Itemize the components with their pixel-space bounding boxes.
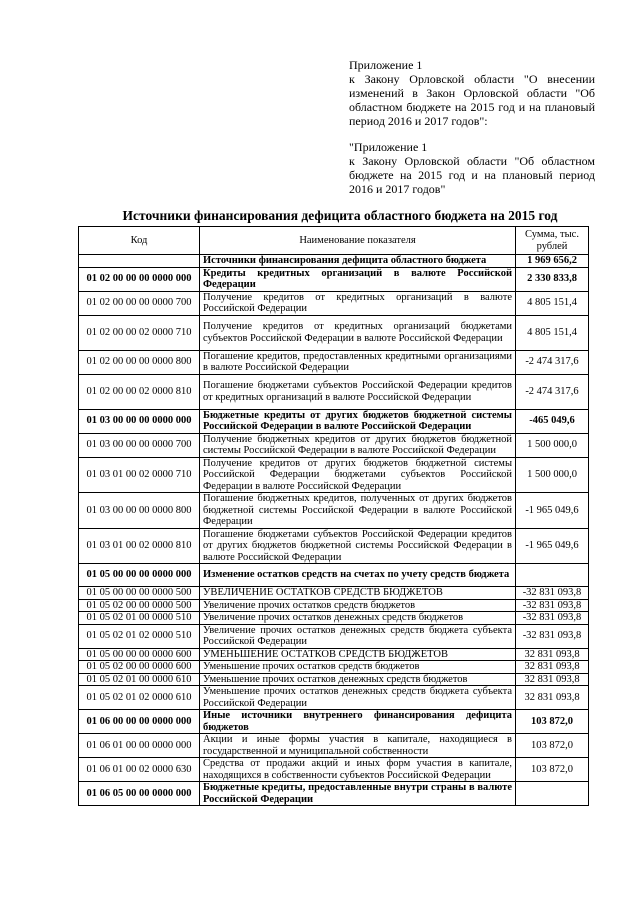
table-row: [79, 255, 589, 268]
row-name: Средства от продажи акций и иных форм участия в капитале, находящихся в собственности субъектов Российской Федерации: [200, 758, 516, 782]
row-amount: -1 965 049,6: [516, 528, 589, 564]
row-name: Увеличение прочих остатков средств бюджетов: [200, 599, 516, 612]
table-row: [79, 528, 589, 564]
row-name: Погашение бюджетами субъектов Российской Федерации кредитов от кредитных организаций в валюте Российской Федерации: [200, 374, 516, 409]
row-code: 01 02 00 00 00 0000 700: [79, 291, 200, 315]
table-header-row: [79, 227, 589, 255]
row-amount: 32 831 093,8: [516, 673, 589, 686]
row-amount: -32 831 093,8: [516, 599, 589, 612]
table-row: [79, 587, 589, 600]
row-code: 01 02 00 00 02 0000 710: [79, 315, 200, 350]
row-code: 01 06 01 00 02 0000 630: [79, 758, 200, 782]
table-row: [79, 493, 589, 529]
row-name: Погашение бюджетных кредитов, полученных от других бюджетов бюджетной системы Российской Федерации в валюте Российской Федерации: [200, 493, 516, 529]
row-amount: 1 500 000,0: [516, 457, 589, 493]
row-name: Погашение кредитов, предоставленных кредитными организациями в валюте Российской Федерации: [200, 350, 516, 374]
appendix-2-block: [349, 140, 595, 196]
row-name: Погашение бюджетами субъектов Российской Федерации кредитов от других бюджетов бюджетной системы Российской Федерации в валюте Российской Федерации: [200, 528, 516, 564]
row-amount: 4 805 151,4: [516, 291, 589, 315]
table-row: [79, 564, 589, 587]
row-code: 01 06 01 00 00 0000 000: [79, 734, 200, 758]
table-row: [79, 686, 589, 710]
row-amount: 32 831 093,8: [516, 648, 589, 661]
row-name: Акции и иные формы участия в капитале, находящиеся в государственной и муниципальной собственности: [200, 734, 516, 758]
row-name: Получение кредитов от кредитных организаций бюджетами субъектов Российской Федерации в валюте Российской Федерации: [200, 315, 516, 350]
table-row: [79, 710, 589, 734]
table-row: [79, 734, 589, 758]
table-row: [79, 433, 589, 457]
row-code: 01 05 02 01 00 0000 510: [79, 612, 200, 625]
appendix-1-text: к Закону Орловской области "О внесении изменений в Закон Орловской области "Об областном бюджете на 2015 год и на плановый период 2016 и 2017 годов":: [349, 72, 595, 128]
table-row: [79, 661, 589, 674]
row-amount: 32 831 093,8: [516, 686, 589, 710]
row-code: 01 03 01 00 02 0000 710: [79, 457, 200, 493]
row-name: Уменьшение прочих остатков денежных средств бюджетов: [200, 673, 516, 686]
table-row: [79, 457, 589, 493]
row-name: Получение бюджетных кредитов от других бюджетов бюджетной системы Российской Федерации в валюте Российской Федерации: [200, 433, 516, 457]
row-amount: 103 872,0: [516, 710, 589, 734]
row-name: Уменьшение прочих остатков средств бюджетов: [200, 661, 516, 674]
row-name: Иные источники внутреннего финансирования дефицита бюджетов: [200, 710, 516, 734]
row-name: УВЕЛИЧЕНИЕ ОСТАТКОВ СРЕДСТВ БЮДЖЕТОВ: [200, 587, 516, 600]
row-code: 01 06 00 00 00 0000 000: [79, 710, 200, 734]
row-amount: -32 831 093,8: [516, 587, 589, 600]
appendix-2-text: к Закону Орловской области "Об областном бюджете на 2015 год и на плановый период 2016 и 2017 годов": [349, 154, 595, 196]
table-row: [79, 599, 589, 612]
row-amount: 103 872,0: [516, 758, 589, 782]
row-code: 01 03 01 00 02 0000 810: [79, 528, 200, 564]
row-code: 01 05 00 00 00 0000 500: [79, 587, 200, 600]
row-code: 01 05 02 01 00 0000 610: [79, 673, 200, 686]
row-amount: 1 500 000,0: [516, 433, 589, 457]
row-name: Увеличение прочих остатков денежных средств бюджетов: [200, 612, 516, 625]
document-title: Источники финансирования дефицита областного бюджета на 2015 год: [122, 208, 558, 223]
row-name: Бюджетные кредиты, предоставленные внутри страны в валюте Российской Федерации: [200, 782, 516, 806]
table-row: [79, 673, 589, 686]
row-code: 01 06 05 00 00 0000 000: [79, 782, 200, 806]
table-row: [79, 758, 589, 782]
row-code: 01 02 00 00 00 0000 000: [79, 267, 200, 291]
financing-sources-table: [78, 226, 589, 806]
row-amount: 32 831 093,8: [516, 661, 589, 674]
row-name: Уменьшение прочих остатков денежных средств бюджета субъекта Российской Федерации: [200, 686, 516, 710]
table-row: [79, 624, 589, 648]
row-amount: [516, 782, 589, 806]
row-amount: -32 831 093,8: [516, 612, 589, 625]
row-code: [79, 255, 200, 268]
row-amount: 103 872,0: [516, 734, 589, 758]
row-amount: -465 049,6: [516, 409, 589, 433]
row-code: 01 05 02 01 02 0000 510: [79, 624, 200, 648]
row-amount: [516, 564, 589, 587]
row-amount: -1 965 049,6: [516, 493, 589, 529]
row-code: 01 05 02 00 00 0000 500: [79, 599, 200, 612]
row-code: 01 05 02 01 02 0000 610: [79, 686, 200, 710]
table-row: [79, 267, 589, 291]
row-name: Получение кредитов от других бюджетов бюджетной системы Российской Федерации бюджетами субъектов Российской Федерации в валюте Российской Федерации: [200, 457, 516, 493]
row-code: 01 03 00 00 00 0000 700: [79, 433, 200, 457]
row-code: 01 02 00 00 02 0000 810: [79, 374, 200, 409]
row-amount: 1 969 656,2: [516, 255, 589, 268]
row-code: 01 05 00 00 00 0000 000: [79, 564, 200, 587]
row-code: 01 02 00 00 00 0000 800: [79, 350, 200, 374]
row-name: Получение кредитов от кредитных организаций в валюте Российской Федерации: [200, 291, 516, 315]
table-row: [79, 648, 589, 661]
row-amount: 4 805 151,4: [516, 315, 589, 350]
row-name: Бюджетные кредиты от других бюджетов бюджетной системы Российской Федерации в валюте Российской Федерации: [200, 409, 516, 433]
appendix-1-block: [349, 58, 595, 128]
row-name: УМЕНЬШЕНИЕ ОСТАТКОВ СРЕДСТВ БЮДЖЕТОВ: [200, 648, 516, 661]
row-name: Изменение остатков средств на счетах по учету средств бюджета: [200, 564, 516, 587]
row-code: 01 05 00 00 00 0000 600: [79, 648, 200, 661]
header-amount: Сумма, тыс. рублей: [516, 227, 589, 255]
row-name: Кредиты кредитных организаций в валюте Российской Федерации: [200, 267, 516, 291]
table-row: [79, 612, 589, 625]
row-code: 01 03 00 00 00 0000 000: [79, 409, 200, 433]
table-row: [79, 409, 589, 433]
header-code: Код: [79, 227, 200, 255]
row-name: Источники финансирования дефицита областного бюджета: [200, 255, 516, 268]
table-row: [79, 350, 589, 374]
header-name: Наименование показателя: [200, 227, 516, 255]
table-row: [79, 315, 589, 350]
table-row: [79, 291, 589, 315]
table-row: [79, 782, 589, 806]
row-amount: -2 474 317,6: [516, 374, 589, 409]
row-amount: 2 330 833,8: [516, 267, 589, 291]
row-code: 01 03 00 00 00 0000 800: [79, 493, 200, 529]
row-amount: -2 474 317,6: [516, 350, 589, 374]
table-row: [79, 374, 589, 409]
row-code: 01 05 02 00 00 0000 600: [79, 661, 200, 674]
appendix-1-title: Приложение 1: [349, 58, 423, 72]
row-name: Увеличение прочих остатков денежных средств бюджета субъекта Российской Федерации: [200, 624, 516, 648]
appendix-2-title: "Приложение 1: [349, 140, 428, 154]
row-amount: -32 831 093,8: [516, 624, 589, 648]
